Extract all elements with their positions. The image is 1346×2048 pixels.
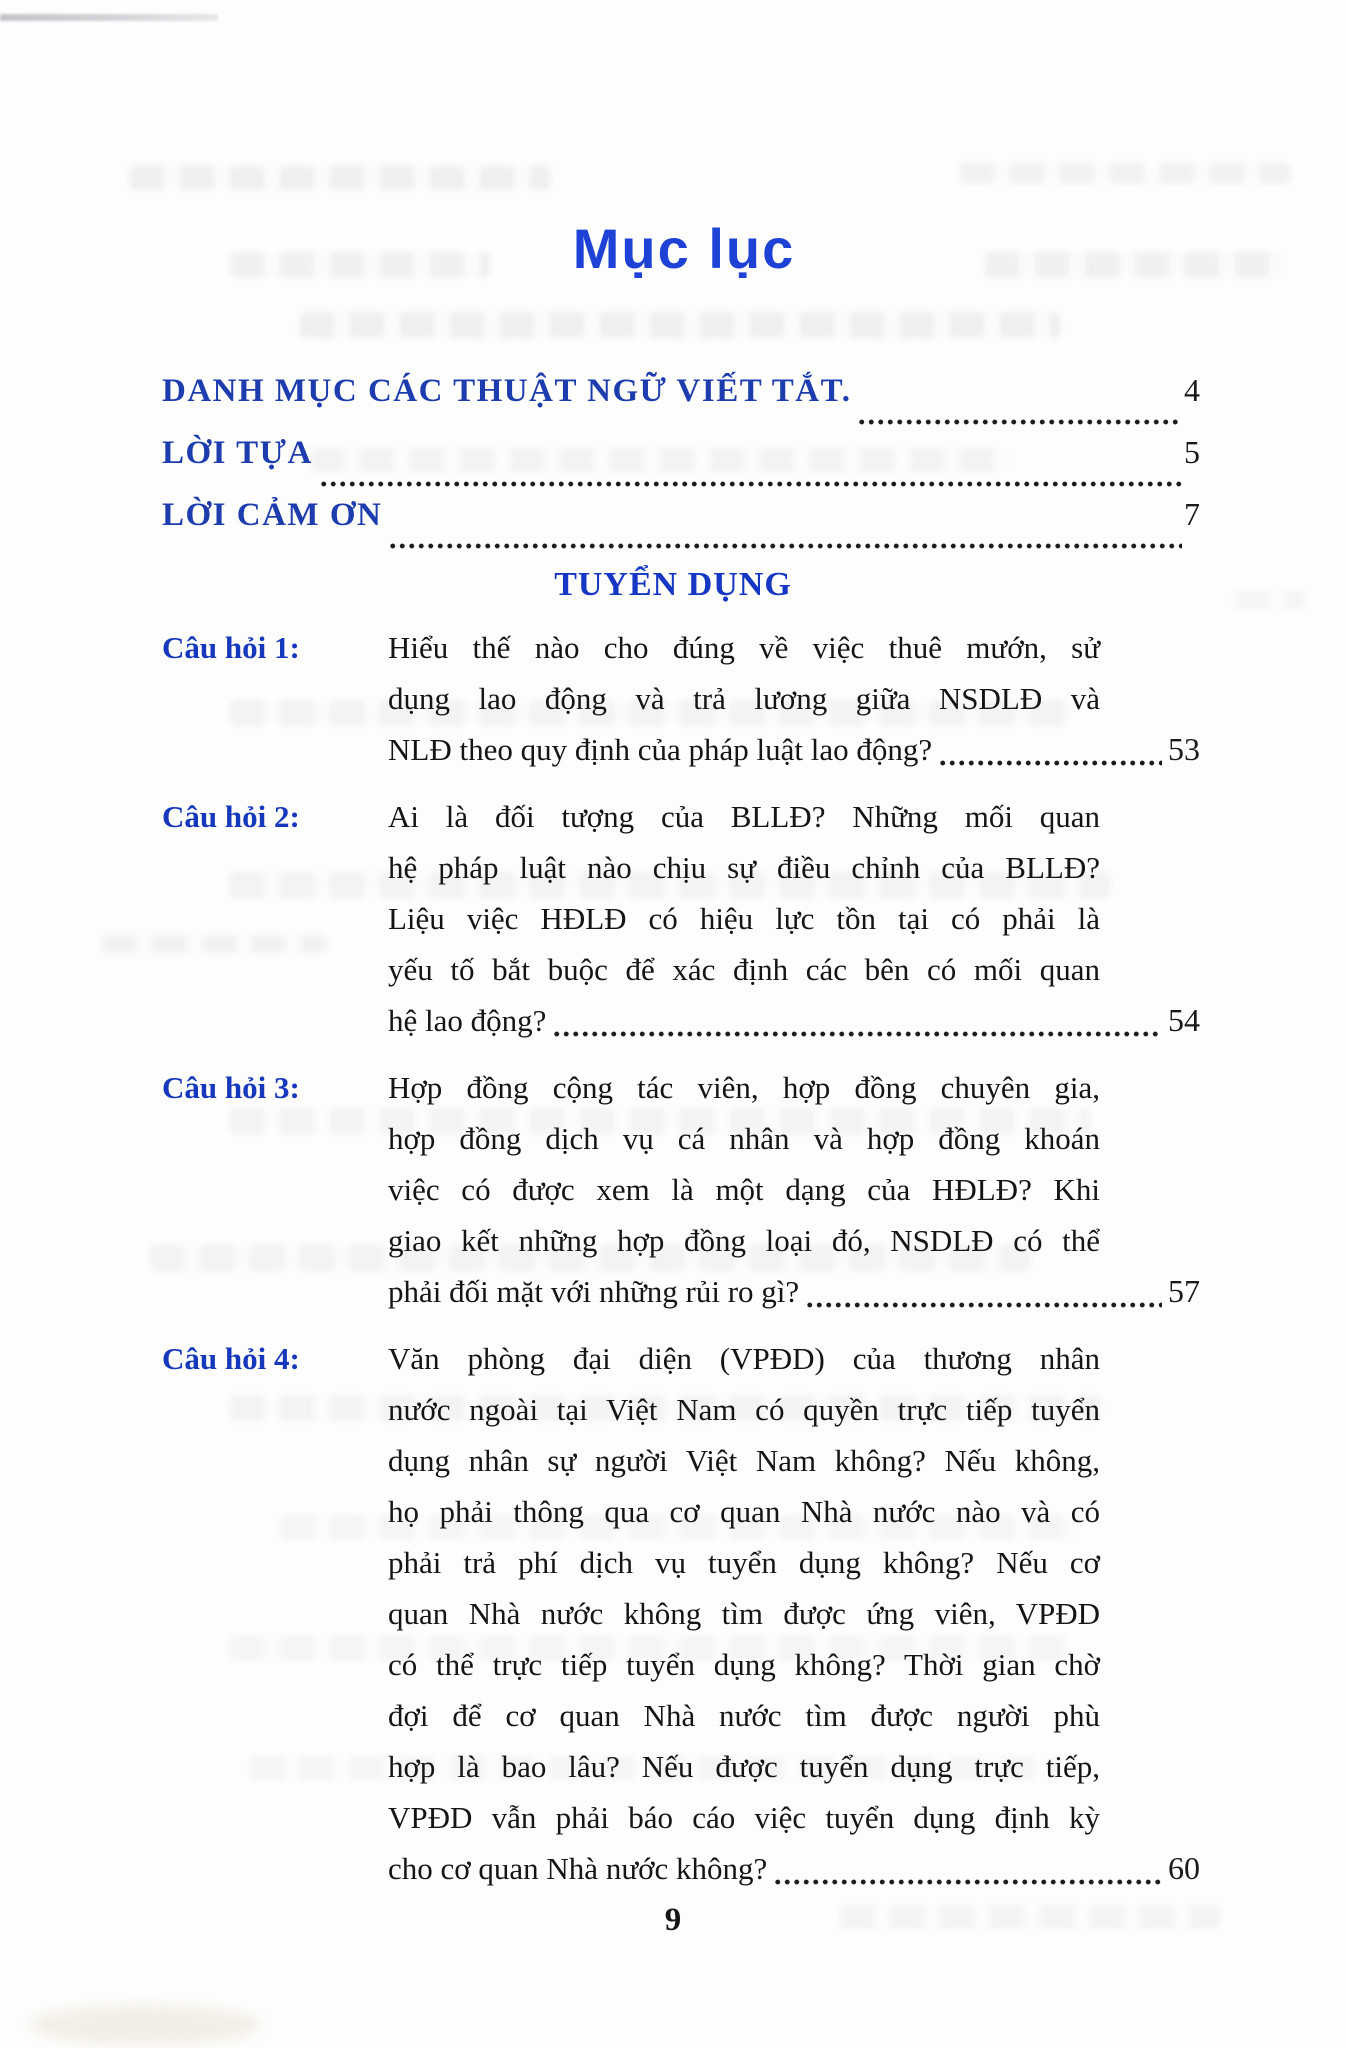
question-text-line: hợp là bao lâu? Nếu được tuyển dụng trực tiếp,: [388, 1749, 1100, 1784]
question-text-line: họ phải thông qua cơ quan Nhà nước nào và có: [388, 1494, 1100, 1529]
question-text: [388, 1062, 1200, 1317]
question-text-line: phải trả phí dịch vụ tuyển dụng không? Nếu cơ: [388, 1545, 1100, 1580]
page-title: Mục lục: [572, 217, 796, 280]
question-text-line: Liệu việc HĐLĐ có hiệu lực tồn tại có phải là: [388, 901, 1100, 936]
dotted-leader: [552, 1029, 1162, 1039]
question-text-line: VPĐD vẫn phải báo cáo việc tuyển dụng định kỳ: [388, 1800, 1100, 1835]
question-text-line: hợp đồng dịch vụ cá nhân và hợp đồng khoán: [388, 1121, 1100, 1156]
question-text-line: yếu tố bắt buộc để xác định các bên có mối quan: [388, 952, 1100, 987]
question-text-line: dụng nhân sự người Việt Nam không? Nếu không,: [388, 1443, 1100, 1478]
question-text-line: có thể trực tiếp tuyển dụng không? Thời gian chờ: [388, 1647, 1100, 1682]
question-text-line: cho cơ quan Nhà nước không?: [388, 1851, 768, 1886]
question-text: [388, 791, 1200, 1046]
scan-smudge-top-left: [0, 14, 218, 21]
toc-question-3: [162, 1062, 1200, 1317]
footer-page-number: 9: [664, 1902, 682, 1938]
bleed-through-artifact: [960, 162, 1290, 184]
toc-entry-label: LỜI TỰA: [162, 435, 313, 471]
scan-smudge-bottom-left: [30, 2005, 260, 2045]
question-text-line: đợi để cơ quan Nhà nước tìm được người phù: [388, 1698, 1100, 1733]
question-text-line: hệ pháp luật nào chịu sự điều chỉnh của BLLĐ?: [388, 850, 1100, 885]
toc-question-4: [162, 1333, 1200, 1894]
page-ref: 54: [1168, 1002, 1200, 1038]
toc-entry-abbreviations: [162, 372, 1200, 434]
question-text-line: NLĐ theo quy định của pháp luật lao động?: [388, 732, 933, 767]
question-text-line: Hiểu thế nào cho đúng về việc thuê mướn, sử: [388, 630, 1100, 665]
front-matter-list: [162, 372, 1200, 558]
toc-question-1: [162, 622, 1200, 775]
question-text-line: nước ngoài tại Việt Nam có quyền trực tiếp tuyển: [388, 1392, 1100, 1427]
question-text-line: giao kết những hợp đồng loại đó, NSDLĐ có thể: [388, 1223, 1100, 1258]
bleed-through-artifact: [300, 312, 1060, 338]
question-text-line: Hợp đồng cộng tác viên, hợp đồng chuyên gia,: [388, 1070, 1100, 1105]
question-last-line: [388, 995, 1200, 1046]
toc-entry-acknowledgements: [162, 496, 1200, 558]
page-ref: 5: [1184, 434, 1200, 470]
toc-entry-label: DANH MỤC CÁC THUẬT NGỮ VIẾT TẮT.: [162, 373, 852, 409]
question-label: Câu hỏi 1:: [162, 630, 300, 665]
question-text-line: quan Nhà nước không tìm được ứng viên, VPĐD: [388, 1596, 1100, 1631]
toc-question-list: [162, 622, 1200, 1910]
question-last-line: [388, 1843, 1200, 1894]
dotted-leader: [805, 1300, 1162, 1310]
question-label: Câu hỏi 2:: [162, 799, 300, 834]
question-text-line: Ai là đối tượng của BLLĐ? Những mối quan: [388, 799, 1100, 834]
toc-entry-preface: [162, 434, 1200, 496]
dotted-leader: [773, 1877, 1162, 1887]
page-ref: 53: [1168, 731, 1200, 767]
question-text-line: dụng lao động và trả lương giữa NSDLĐ và: [388, 681, 1100, 716]
question-text: [388, 622, 1200, 775]
dotted-leader: [388, 541, 1182, 551]
question-label: Câu hỏi 4:: [162, 1341, 300, 1376]
toc-question-2: [162, 791, 1200, 1046]
question-text-line: việc có được xem là một dạng của HĐLĐ? Khi: [388, 1172, 1100, 1207]
dotted-leader: [857, 417, 1178, 427]
dotted-leader: [938, 758, 1162, 768]
page-ref: 7: [1184, 496, 1200, 532]
question-text: [388, 1333, 1200, 1894]
question-last-line: [388, 724, 1200, 775]
question-text-line: Văn phòng đại diện (VPĐD) của thương nhân: [388, 1341, 1100, 1376]
question-text-line: phải đối mặt với những rủi ro gì?: [388, 1274, 800, 1309]
page-ref: 60: [1168, 1850, 1200, 1886]
dotted-leader: [319, 479, 1182, 489]
bleed-through-artifact: [130, 166, 550, 190]
question-text-line: hệ lao động?: [388, 1003, 547, 1038]
question-label: Câu hỏi 3:: [162, 1070, 300, 1105]
section-heading: TUYỂN DỤNG: [554, 566, 792, 603]
question-last-line: [388, 1266, 1200, 1317]
page-ref: 4: [1184, 372, 1200, 408]
page-ref: 57: [1168, 1273, 1200, 1309]
toc-entry-label: LỜI CẢM ƠN: [162, 497, 383, 533]
